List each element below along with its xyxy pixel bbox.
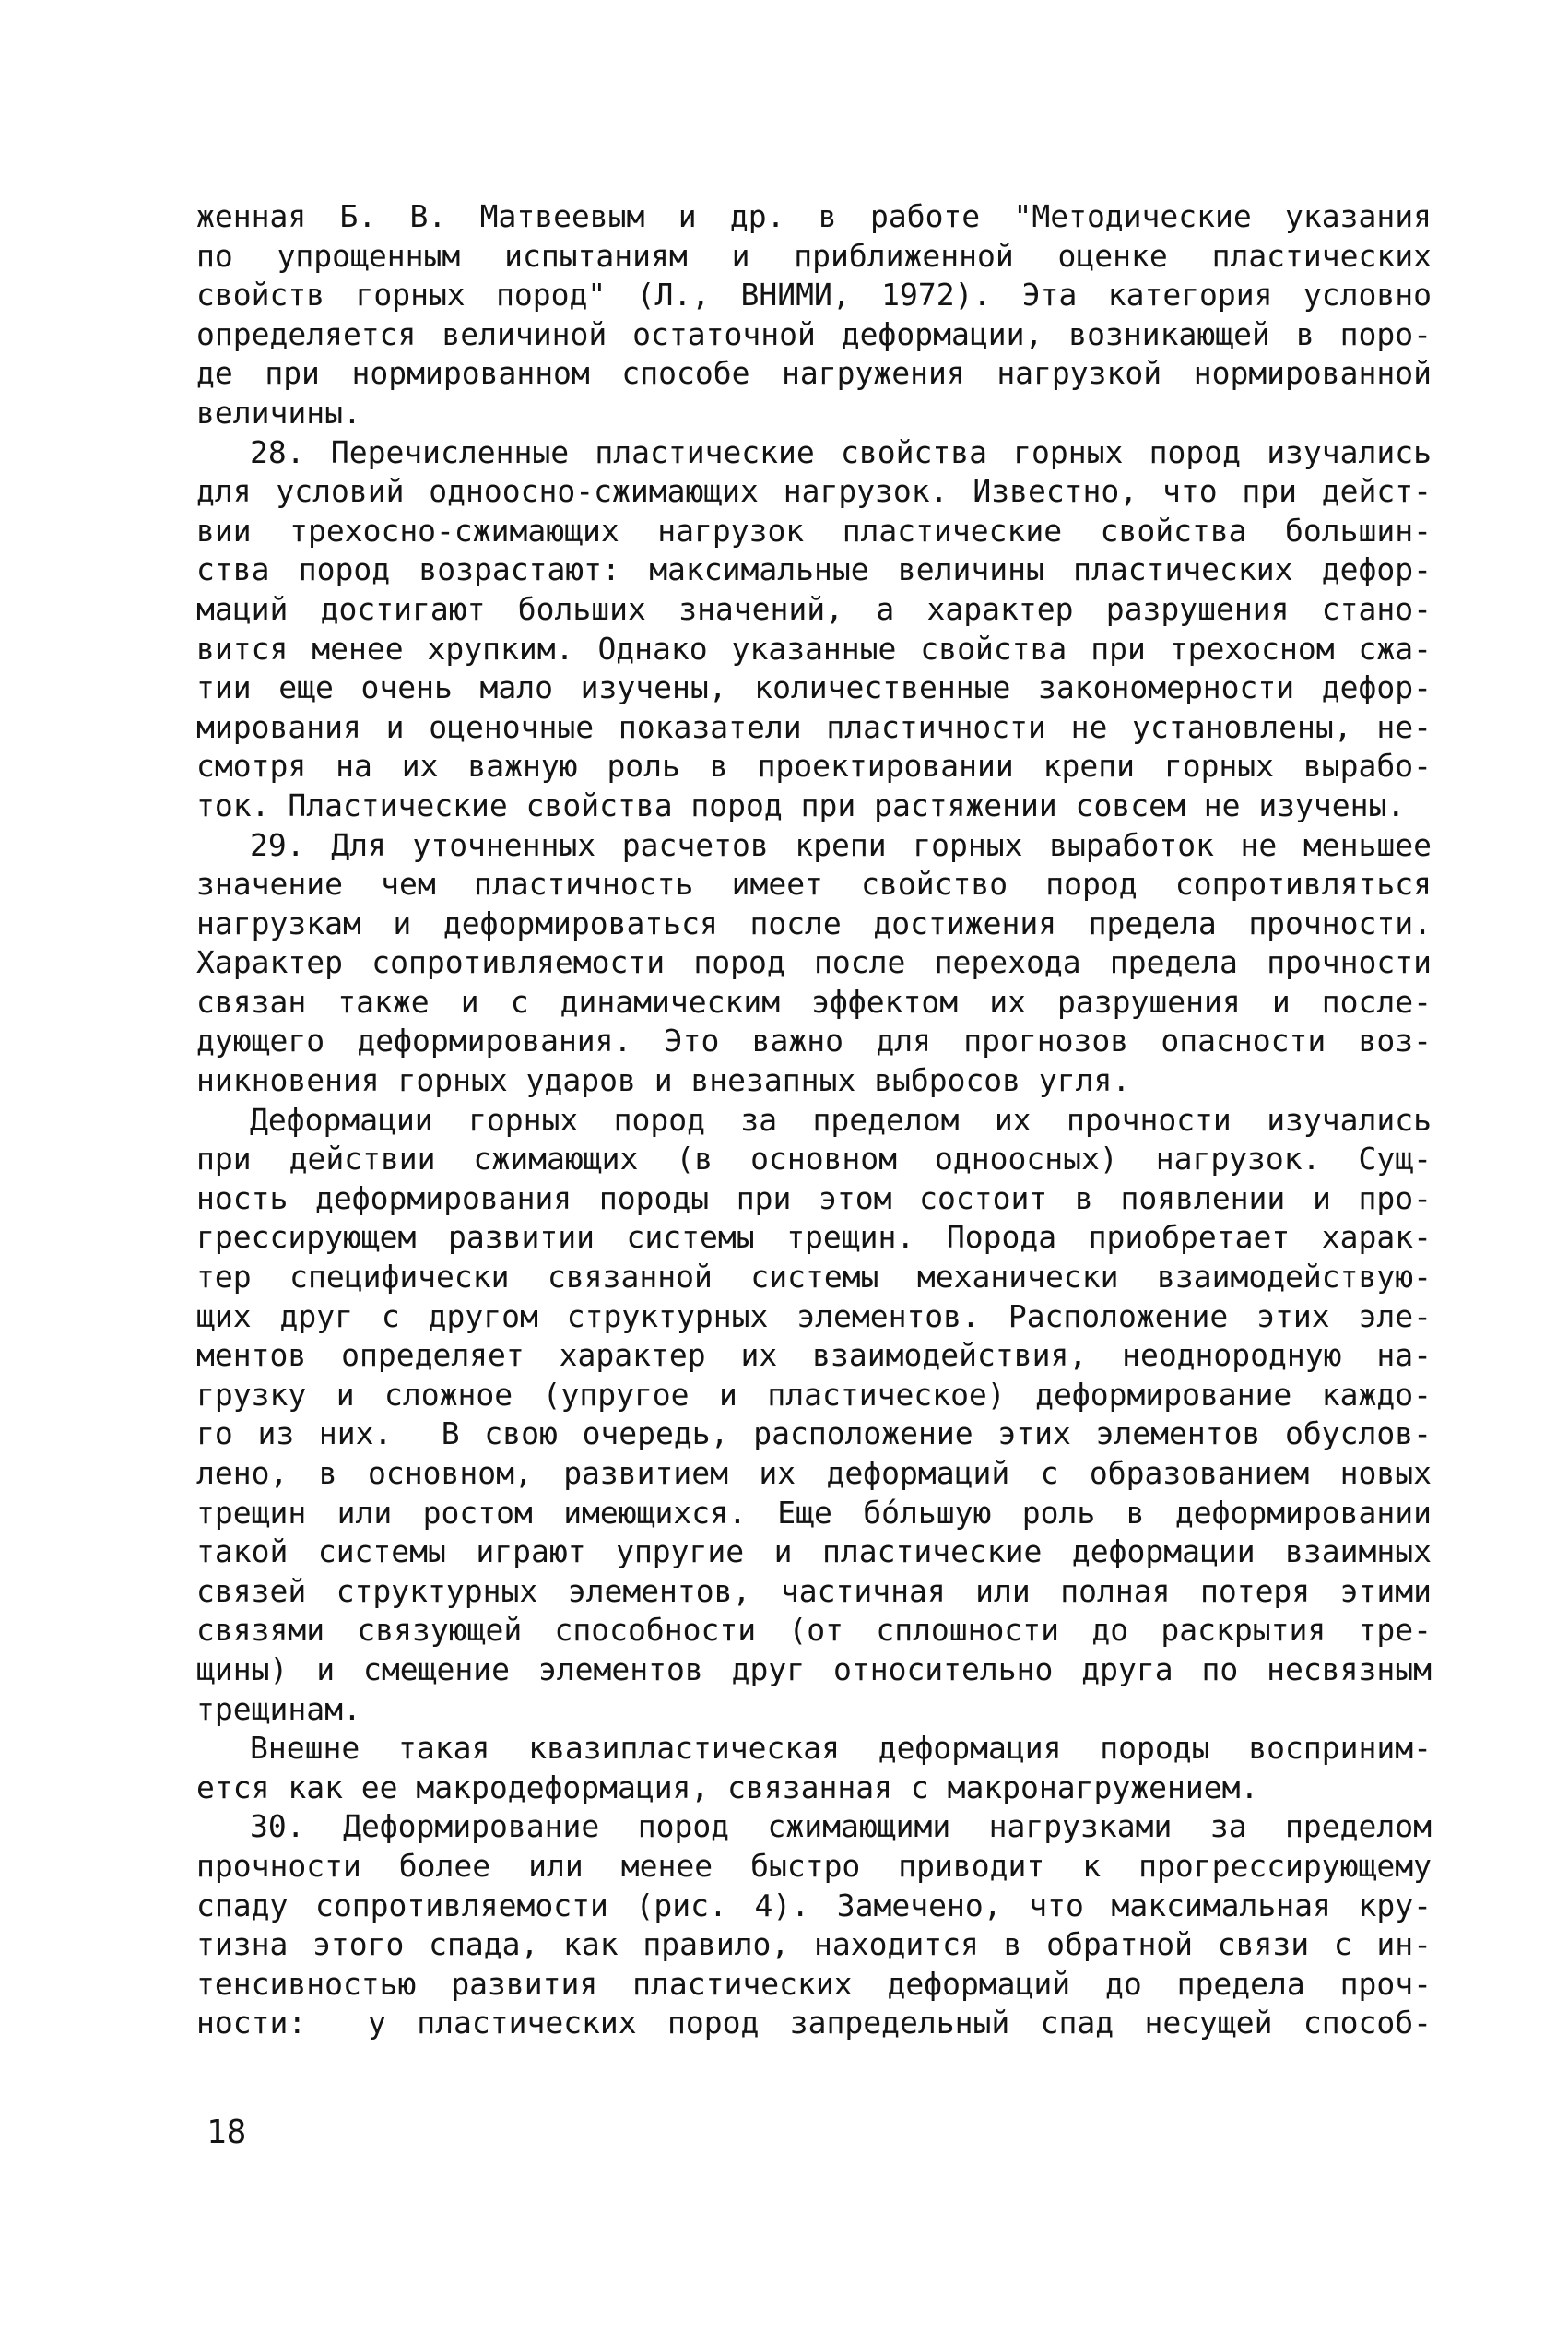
- text-line: Характер сопротивляемости пород после перехода предела прочности: [196, 944, 1432, 981]
- text-line: Внешне такая квазипластическая деформация породы восприним-: [250, 1730, 1432, 1767]
- text-line: ется как ее макродеформация, связанная с макронагружением.: [196, 1769, 1259, 1805]
- text-line: грузку и сложное (упругое и пластическое) деформирование каждо-: [196, 1376, 1432, 1413]
- text-line: 28. Перечисленные пластические свойства горных пород изучались: [250, 433, 1432, 470]
- text-line: свойств горных пород" (Л., ВНИМИ, 1972). Эта категория условно: [196, 277, 1432, 314]
- text-line: по упрощенным испытаниям и приближенной оценке пластических: [196, 237, 1432, 274]
- text-line: связей структурных элементов, частичная или полная потеря этими: [196, 1572, 1432, 1609]
- text-line: маций достигают больших значений, а характер разрушения стано-: [196, 590, 1432, 627]
- text-line: тенсивностью развития пластических деформаций до предела проч-: [196, 1965, 1432, 2002]
- text-line: 29. Для уточненных расчетов крепи горных выработок не меньшее: [250, 826, 1432, 863]
- text-line: тизна этого спада, как правило, находится в обратной связи с ин-: [196, 1926, 1432, 1963]
- page-number: 18: [206, 2113, 247, 2151]
- text-line: ности: у пластических пород запредельный спад несущей способ-: [196, 2005, 1432, 2041]
- text-line: спаду сопротивляемости (рис. 4). Замечено, что максимальная кру-: [196, 1887, 1432, 1923]
- text-line: связями связующей способности (от сплошности до раскрытия тре-: [196, 1612, 1432, 1649]
- text-line: тии еще очень мало изучены, количественные закономерности дефор-: [196, 669, 1432, 706]
- text-line: для условий одноосно-сжимающих нагрузок. Известно, что при дейст-: [196, 473, 1432, 510]
- text-line: де при нормированном способе нагружения нагрузкой нормированной: [196, 355, 1432, 392]
- text-line: Деформации горных пород за пределом их прочности изучались: [250, 1101, 1432, 1138]
- text-line: грессирующем развитии системы трещин. Порода приобретает харак-: [196, 1219, 1432, 1256]
- text-line: дующего деформирования. Это важно для прогнозов опасности воз-: [196, 1023, 1432, 1059]
- text-line: ность деформирования породы при этом состоит в появлении и про-: [196, 1179, 1432, 1216]
- text-line: величины.: [196, 394, 361, 431]
- text-line: трещинам.: [196, 1690, 361, 1727]
- text-line: вии трехосно-сжимающих нагрузок пластические свойства большин-: [196, 512, 1432, 549]
- text-line: ства пород возрастают: максимальные величины пластических дефор-: [196, 551, 1432, 588]
- text-line: смотря на их важную роль в проектировании крепи горных вырабо-: [196, 748, 1432, 785]
- text-line: определяется величиной остаточной деформации, возникающей в поро-: [196, 315, 1432, 352]
- text-line: щины) и смещение элементов друг относительно друга по несвязным: [196, 1651, 1432, 1687]
- text-line: никновения горных ударов и внезапных выбросов угля.: [196, 1062, 1131, 1099]
- text-line: прочности более или менее быстро приводит к прогрессирующему: [196, 1847, 1432, 1884]
- text-line: связан также и с динамическим эффектом их разрушения и после-: [196, 983, 1432, 1020]
- body-text: [196, 197, 1432, 2043]
- text-line: 30. Деформирование пород сжимающими нагрузками за пределом: [250, 1808, 1432, 1845]
- text-line: вится менее хрупким. Однако указанные свойства при трехосном сжа-: [196, 630, 1432, 667]
- text-line: трещин или ростом имеющихся. Еще бо́льшую роль в деформировании: [196, 1494, 1432, 1531]
- text-line: лено, в основном, развитием их деформаций с образованием новых: [196, 1455, 1432, 1491]
- text-line: мирования и оценочные показатели пластичности не установлены, не-: [196, 708, 1432, 745]
- text-line: такой системы играют упругие и пластические деформации взаимных: [196, 1533, 1432, 1570]
- text-line: ментов определяет характер их взаимодействия, неоднородную на-: [196, 1337, 1432, 1374]
- text-line: при действии сжимающих (в основном одноосных) нагрузок. Сущ-: [196, 1141, 1432, 1177]
- text-line: женная Б. В. Матвеевым и др. в работе "Методические указания: [196, 198, 1432, 234]
- text-line: ток. Пластические свойства пород при растяжении совсем не изучены.: [196, 787, 1406, 823]
- text-line: значение чем пластичность имеет свойство пород сопротивляться: [196, 866, 1432, 903]
- text-line: тер специфически связанной системы механически взаимодействую-: [196, 1259, 1432, 1296]
- text-line: нагрузкам и деформироваться после достижения предела прочности.: [196, 905, 1432, 941]
- text-line: щих друг с другом структурных элементов. Расположение этих эле-: [196, 1297, 1432, 1334]
- text-line: го из них. В свою очередь, расположение этих элементов обуслов-: [196, 1415, 1432, 1452]
